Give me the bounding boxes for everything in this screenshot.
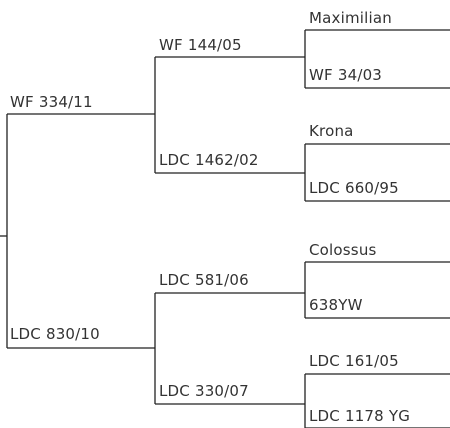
ds-dam-label: 638YW <box>309 296 363 314</box>
sd-dam-label: LDC 660/95 <box>309 179 399 197</box>
sd-sire-label: Krona <box>309 122 354 140</box>
sire-dam-label: LDC 1462/02 <box>159 151 259 169</box>
dd-dam-label: LDC 1178 YG <box>309 407 411 425</box>
sire-label: WF 334/11 <box>10 93 93 111</box>
dam-dam-label: LDC 330/07 <box>159 382 249 400</box>
ds-sire-label: Colossus <box>309 241 377 259</box>
ss-sire-label: Maximilian <box>309 9 392 27</box>
ss-dam-label: WF 34/03 <box>309 66 383 84</box>
dam-sire-label: LDC 581/06 <box>159 271 249 289</box>
dd-sire-label: LDC 161/05 <box>309 352 399 370</box>
dam-label: LDC 830/10 <box>10 325 100 343</box>
sire-sire-label: WF 144/05 <box>159 36 242 54</box>
